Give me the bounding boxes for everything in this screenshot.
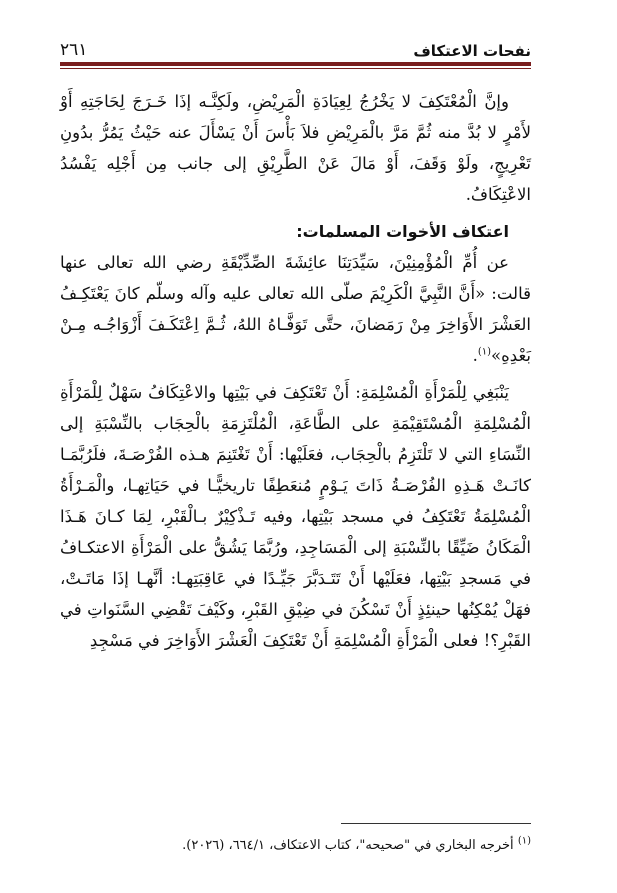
header-rule-thick bbox=[60, 62, 531, 66]
hadith-text: عن أُمِّ الْمُؤْمِنِيْنَ، سَيِّدَتِنَا عائِشَةَ الصِّدِّيْقَةِ رضي الله تعالى عنها قالت: «أَنَّ النَّبِيَّ الْكَرِيْمَ صلّى الله تعالى عليه وآله وسلّم كانَ يَعْتَكِـفُ العَشْرَ الأَوَاخِرَ مِنْ رَمَضانَ، حتَّى تَوَفَّـاهُ اللهُ، ثُـمَّ اِعْتَكَـفَ أَزْوَاجُـه مِـنْ بَعْدِهِ» bbox=[60, 253, 531, 365]
footnote-number: (١) bbox=[517, 835, 531, 847]
paragraph-hadith: عن أُمِّ الْمُؤْمِنِيْنَ، سَيِّدَتِنَا عائِشَةَ الصِّدِّيْقَةِ رضي الله تعالى عنها قالت: «أَنَّ النَّبِيَّ الْكَرِيْمَ صلّى الله تعالى عليه وآله وسلّم كانَ يَعْتَكِـفُ العَشْرَ الأَوَاخِرَ مِنْ رَمَضانَ، حتَّى تَوَفَّـاهُ اللهُ، ثُـمَّ اِعْتَكَـفَ أَزْوَاجُـه مِـنْ بَعْدِهِ»$^{(١)}$. bbox=[60, 253, 531, 365]
main-text bbox=[60, 86, 531, 662]
page-number: ٢٦١ bbox=[60, 40, 88, 60]
section-heading: اعتكاف الأخوات المسلمات: bbox=[296, 222, 509, 241]
footnote-marker[interactable]: (١) bbox=[477, 346, 492, 358]
footnote-text: أخرجه البخاري في "صحيحه"، كتاب الاعتكاف، ٦٦٤/١، (٢٠٢٦). bbox=[182, 838, 514, 853]
paragraph-women-itikaf: يَنْبَغِي لِلْمَرْأَةِ الْمُسْلِمَةِ: أَنْ تَعْتَكِفَ في بَيْتِها والاعْتِكَافُ سَهْلٌ لِلْمَرْأَةِ الْمُسْلِمَةِ الْمُسْتَقِيْمَةِ على الطَّاعَةِ، الْمُلْتَزِمَةِ بالْحِجَاب بالنِّسْبَةِ إلى النِّسَاءِ التي لا تَلْتَزِمُ بالْحِجَاب، فعَلَيْها: أَنْ تَغْتَنِمَ هـذه الفُرْصَـةَ، فلَرُبَّمَـا كانَـتْ هَـذِهِ الفُرْصَـةُ ذَاتَ يَـوْمٍ مُنعَطِفًا تاريخيًّـا في حَيَاتِهـا، والْمَـرْأَةُ الْمُسْلِمَةُ تَعْتَكِفُ في مسجد بَيْتِها، وفيه تَـذْكِيْرٌ بـالْقَبْرِ، لِمَا كـانَ هَـذَا الْمَكَانُ ضَيِّقًا بالنِّسْبَةِ إلى الْمَسَاجِدِ، ورُبَّمَا يَشُقُّ على الْمَرْأَةِ الاعتكـافُ في مَسجدِ بَيْتِها، فعَلَيْها أَنْ تَتَـدَبَّرَ جَيِّـدًا في عَاقِبَتِهـا: أنَّهـا إذَا مَاتَـتْ، فهَلْ يُمْكِنُها حينئِذٍ أَنْ تَسْكُنَ في ضِيْقِ القَبْرِ، وكَيْفَ تَقْضِي السَّنَواتِ في القَبْرِ؟! فعلى الْمَرْأَةِ الْمُسْلِمَةِ أَنْ تَعْتَكِفَ الْعَشْرَ الأَوَاخِرَ في مَسْجِدِ bbox=[60, 383, 531, 650]
header-rule-thin bbox=[60, 68, 531, 69]
paragraph-sick-visit: وإنَّ الْمُعْتَكِفَ لا يَخْرُجُ لِعِيَادَةِ الْمَرِيْضِ، ولَكِنَّـه إذَا خَـرَجَ لِحَاجَتِهِ أَوْ لأَمْرٍ لا بُدَّ منه ثُمَّ مَرَّ بالْمَرِيْضِ فلاَ بَأْسَ أَنْ يَسْأَلَ عنه حَيْثُ يَمُرُّ بدُونِ تَعْرِيجٍ، ولَوْ وَقَفَ، أَوْ مَالَ عَنْ الطَّرِيْقِ إلى جانب مِن أَجْلِه يَفْسُدُ الاعْتِكَافُ. bbox=[60, 92, 531, 204]
running-header bbox=[60, 26, 531, 60]
book-title: نفحات الاعتكاف bbox=[413, 42, 531, 60]
footnote-separator bbox=[341, 823, 531, 824]
footnote bbox=[60, 836, 531, 856]
